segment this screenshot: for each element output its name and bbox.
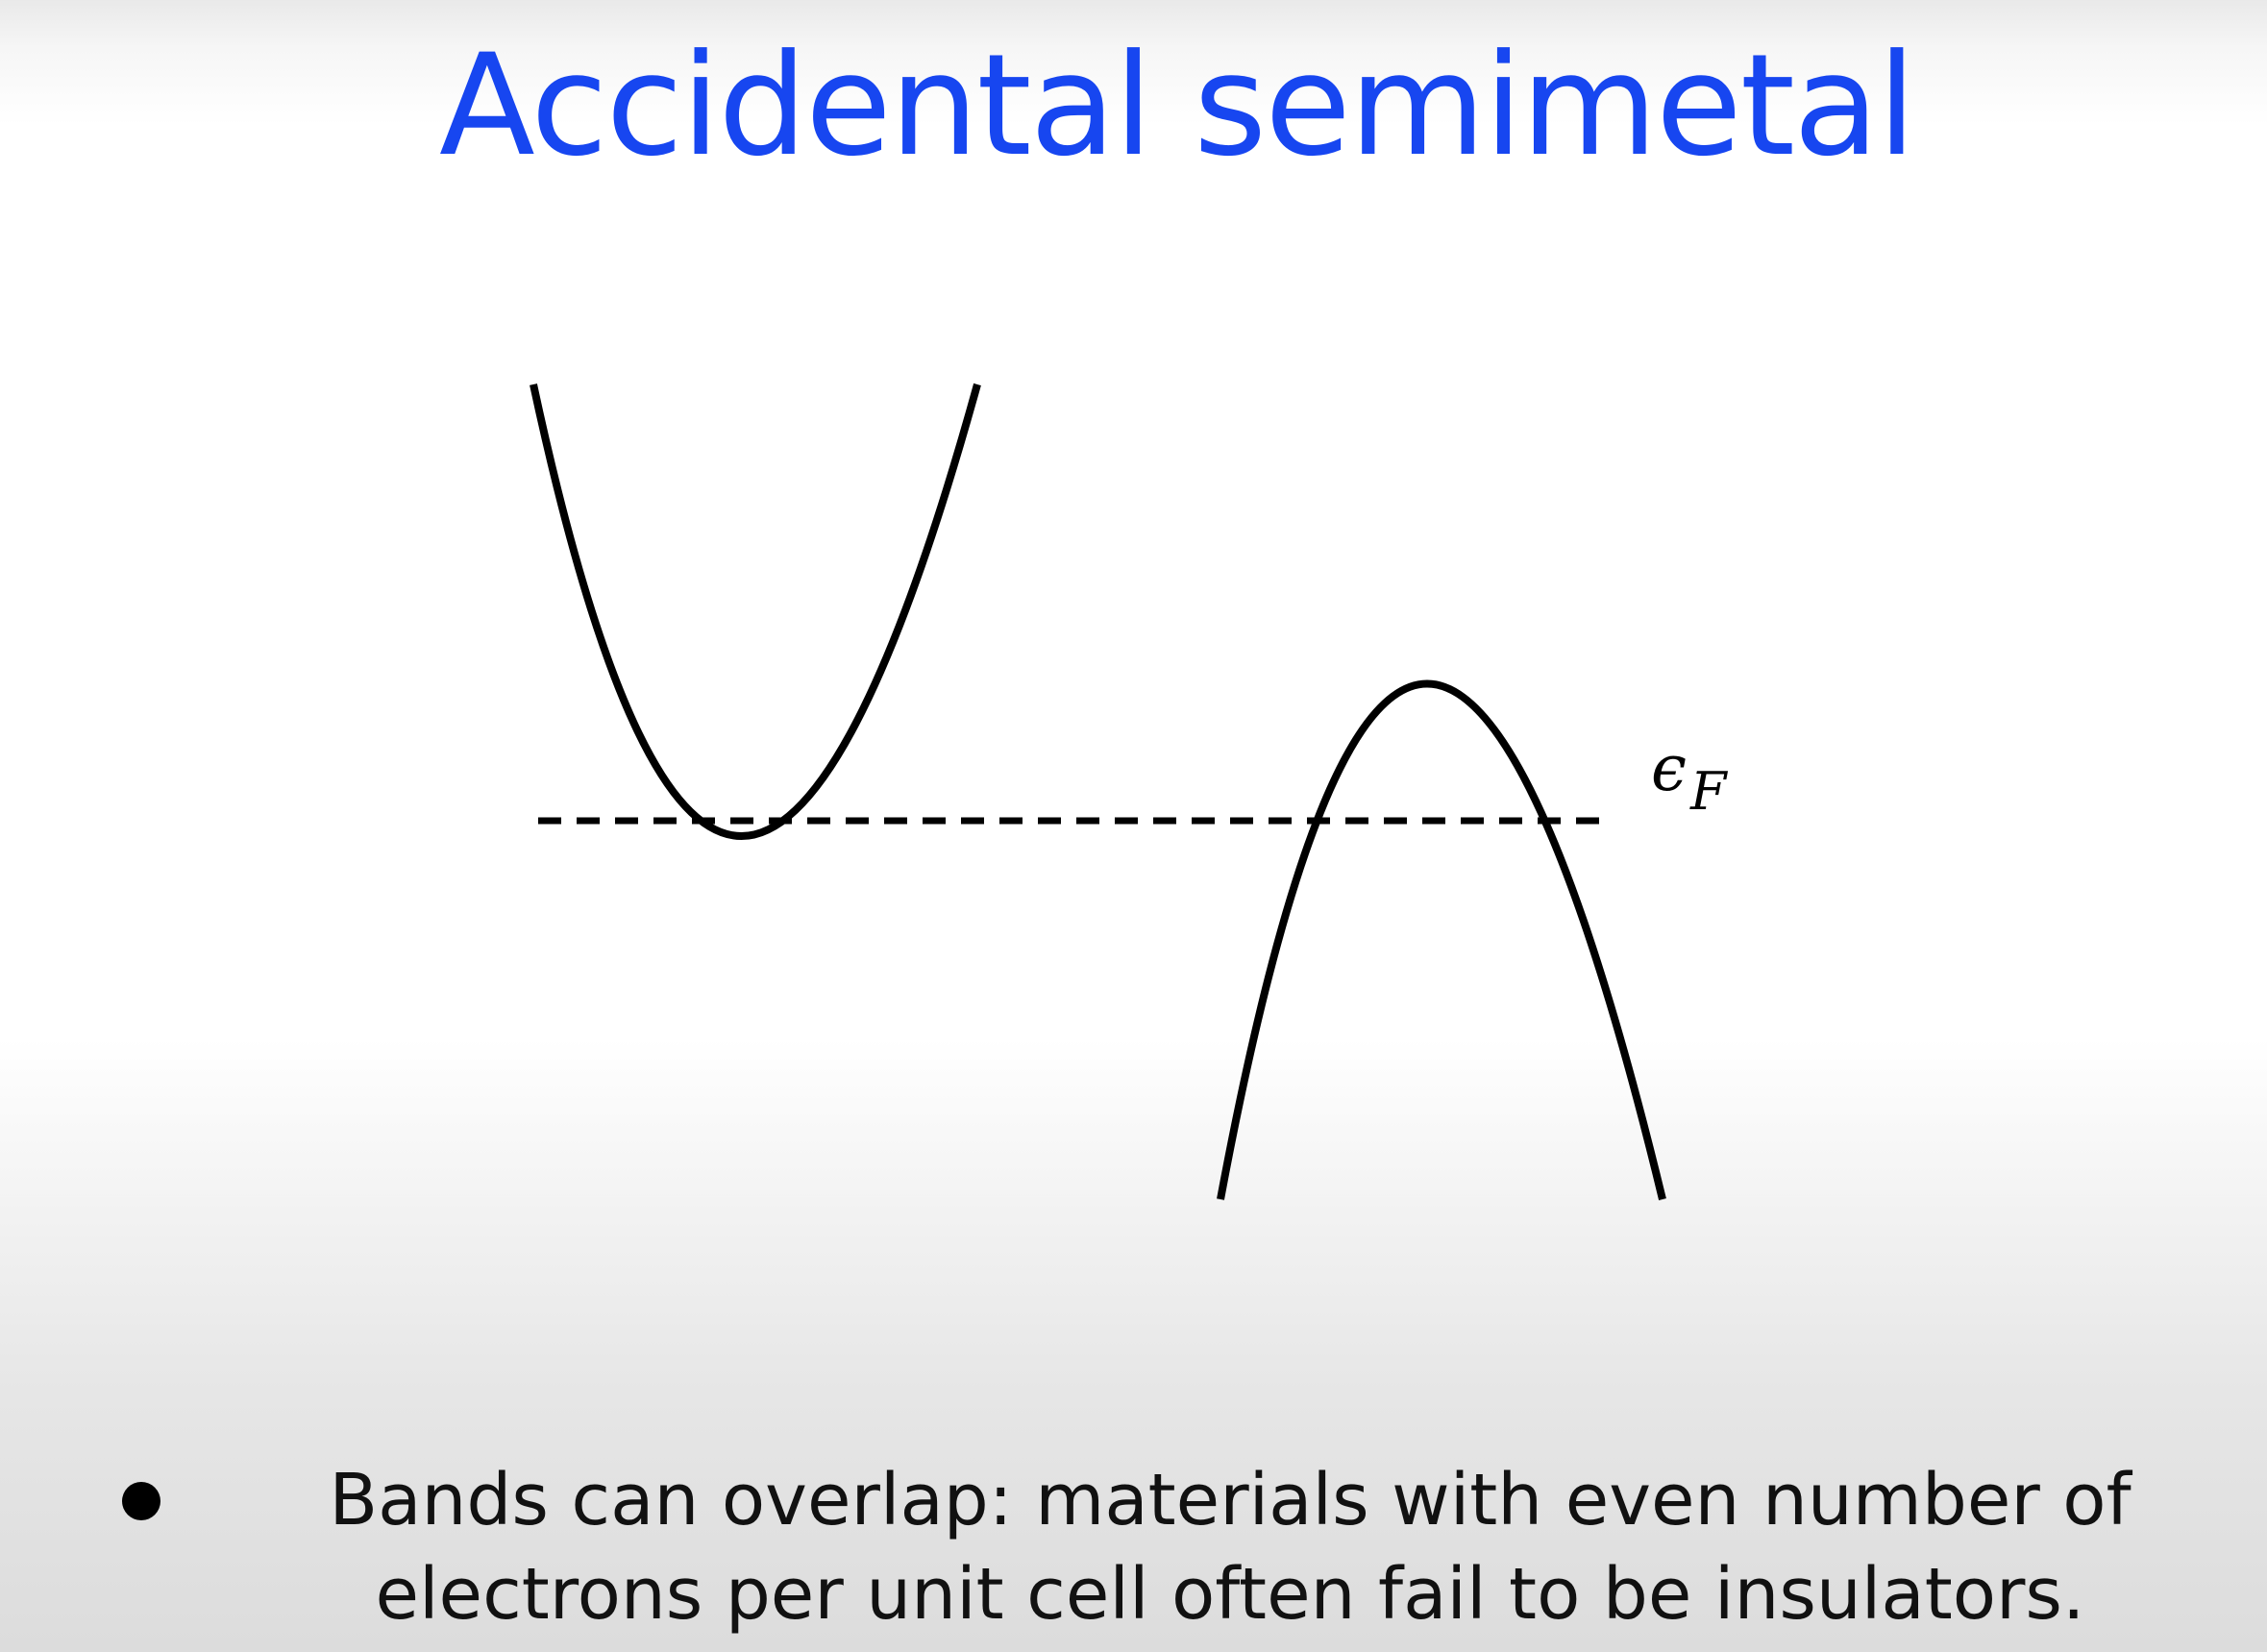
- bullet-text: [231, 1453, 2230, 1641]
- fermi-subscript: F: [1689, 761, 1727, 822]
- slide-title: Accidental semimetal: [438, 24, 1915, 187]
- fermi-level-label: [1651, 731, 1729, 822]
- conduction-band-curve: [533, 384, 977, 836]
- bullet-line-1: Bands can overlap: materials with even number of: [329, 1459, 2131, 1541]
- bullet-point-icon: [122, 1482, 160, 1520]
- bullet-line-2: electrons per unit cell often fail to be insulators.: [375, 1553, 2085, 1636]
- fermi-epsilon: ϵ: [1651, 731, 1687, 805]
- valence-band-curve: [1220, 684, 1663, 1200]
